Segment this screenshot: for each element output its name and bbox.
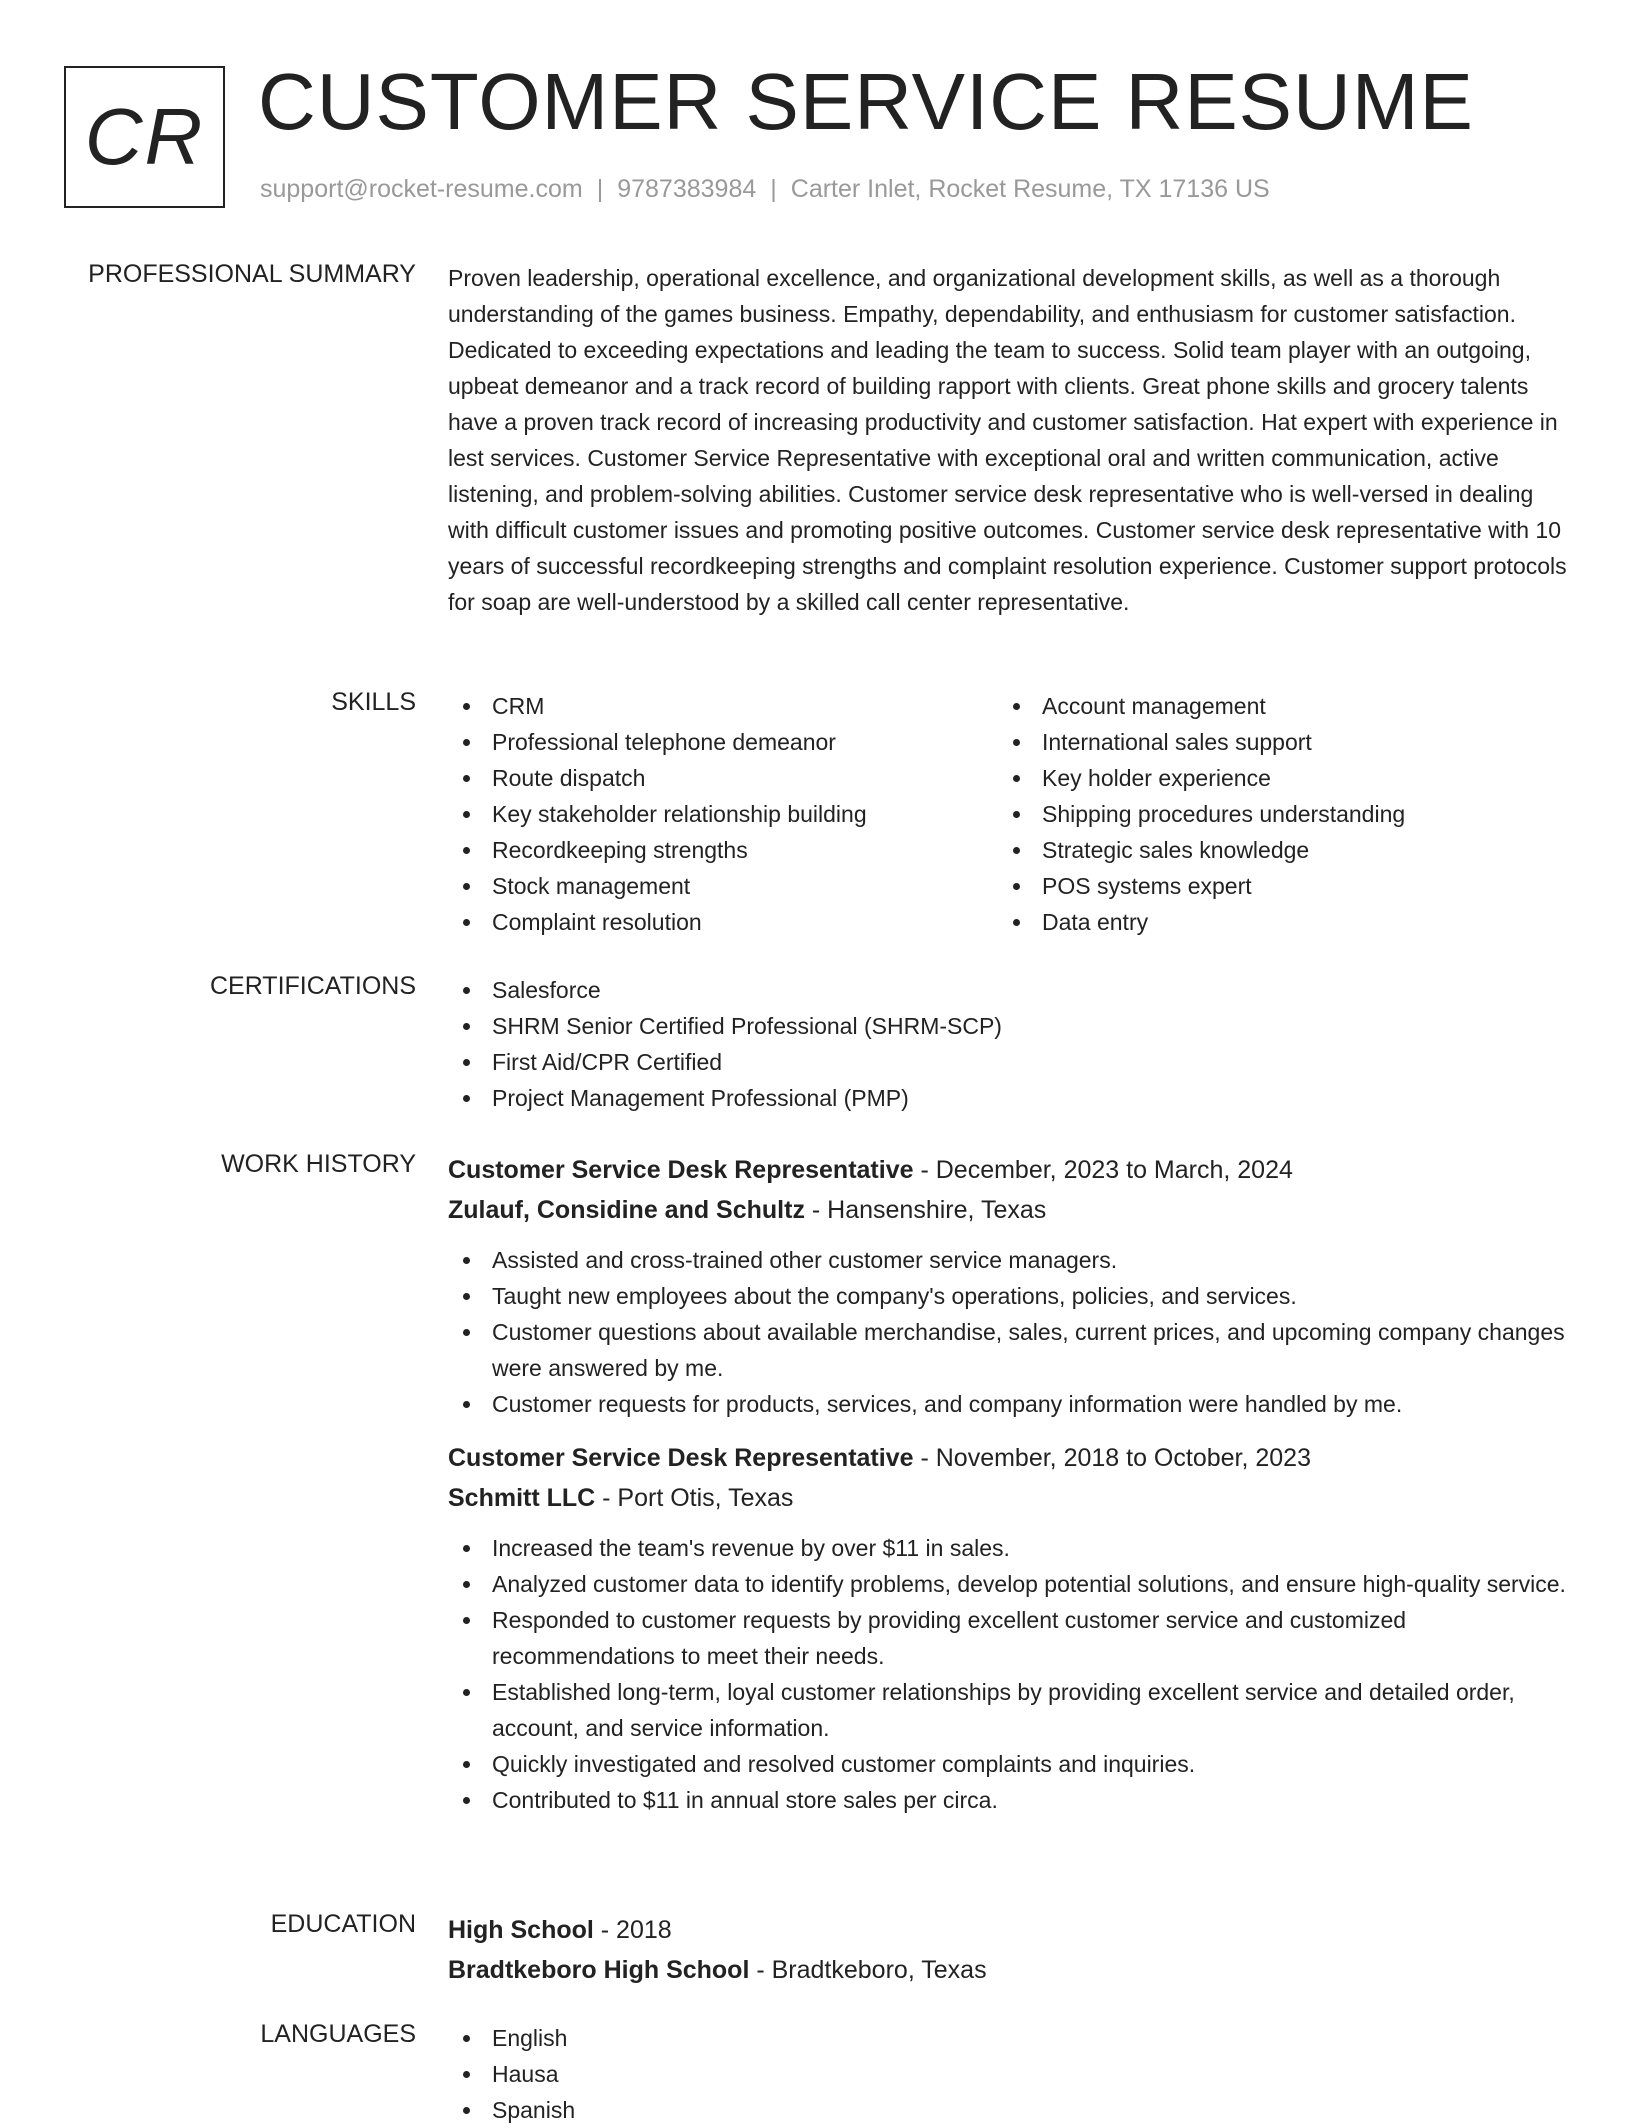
certification-item: First Aid/CPR Certified (448, 1044, 1568, 1080)
skill-item: POS systems expert (998, 868, 1548, 904)
skill-item: Strategic sales knowledge (998, 832, 1548, 868)
job-bullet-item: Established long-term, loyal customer relationships by providing excellent service and detailed order, account, and service information. (448, 1674, 1568, 1746)
job-bullet-item: Customer requests for products, services, and company information were handled by me. (448, 1386, 1568, 1422)
contact-line (260, 175, 1270, 204)
job-location: - Port Otis, Texas (595, 1484, 794, 1512)
certifications-list (448, 972, 1568, 1116)
section-label-languages: LANGUAGES (260, 2020, 416, 2048)
job-bullet-item: Customer questions about available merchandise, sales, current prices, and upcoming company changes were answered by me. (448, 1314, 1568, 1386)
job-entry (448, 1150, 1568, 1422)
job-bullet-item: Analyzed customer data to identify problems, develop potential solutions, and ensure high-quality service. (448, 1566, 1568, 1602)
skill-item: Complaint resolution (448, 904, 998, 940)
skill-item: Key holder experience (998, 760, 1548, 796)
job-bullet-item: Increased the team's revenue by over $11 in sales. (448, 1530, 1568, 1566)
certification-item: SHRM Senior Certified Professional (SHRM-SCP) (448, 1008, 1568, 1044)
job-dates: - November, 2018 to October, 2023 (913, 1444, 1311, 1472)
job-dates: - December, 2023 to March, 2024 (913, 1156, 1293, 1184)
skill-item: Account management (998, 688, 1548, 724)
job-company: Schmitt LLC (448, 1484, 596, 1512)
contact-email[interactable]: support@rocket-resume.com (260, 175, 583, 203)
job-bullet-item: Contributed to $11 in annual store sales per circa. (448, 1782, 1568, 1818)
language-item: Hausa (448, 2056, 1568, 2092)
skills-columns (448, 688, 1568, 940)
language-item: Spanish (448, 2092, 1568, 2128)
contact-address: Carter Inlet, Rocket Resume, TX 17136 US (790, 175, 1270, 203)
section-label-skills: SKILLS (331, 688, 416, 716)
section-label-education: EDUCATION (270, 1910, 416, 1938)
job-bullet-item: Taught new employees about the company's operations, policies, and services. (448, 1278, 1568, 1314)
job-company: Zulauf, Considine and Schultz (448, 1196, 805, 1224)
skill-item: Data entry (998, 904, 1548, 940)
job-bullets (448, 1530, 1568, 1818)
skills-list-right (998, 688, 1548, 940)
summary-text: Proven leadership, operational excellence, and organizational development skills, as well as a thorough understanding of the games business. Empathy, dependability, and enthusiasm for customer satisfaction. Dedicated to exceeding expectations and leading the team to success. Solid team player with an outgoing, upbeat demeanor and a track record of building rapport with clients. Great phone skills and grocery talents have a proven track record of increasing productivity and customer satisfaction. Hat expert with experience in lest services. Customer Service Representative with exceptional oral and written communication, active listening, and problem-solving abilities. Customer service desk representative who is well-versed in dealing with difficult customer issues and promoting positive outcomes. Customer service desk representative with 10 years of successful recordkeeping strengths and complaint resolution experience. Customer support protocols for soap are well-understood by a skilled call center representative. (448, 265, 1567, 615)
monogram-text: CR (84, 92, 205, 181)
job-bullets (448, 1242, 1568, 1422)
job-company-line (448, 1478, 1568, 1518)
job-bullet-item: Assisted and cross-trained other customer service managers. (448, 1242, 1568, 1278)
job-bullet-item: Quickly investigated and resolved customer complaints and inquiries. (448, 1746, 1568, 1782)
job-title-line (448, 1438, 1568, 1478)
certifications-content (448, 972, 1568, 1116)
education-year: - 2018 (593, 1916, 672, 1944)
section-label-work: WORK HISTORY (221, 1150, 416, 1178)
certification-item: Project Management Professional (PMP) (448, 1080, 1568, 1116)
summary-content (448, 260, 1568, 620)
job-company-line (448, 1190, 1568, 1230)
education-content (448, 1910, 1568, 2002)
job-title-line (448, 1150, 1568, 1190)
section-label-summary: PROFESSIONAL SUMMARY (88, 260, 416, 288)
skill-item: Recordkeeping strengths (448, 832, 998, 868)
education-school: Bradtkeboro High School (448, 1956, 750, 1984)
contact-phone[interactable]: 9787383984 (617, 175, 757, 203)
work-content (448, 1150, 1568, 1834)
job-title: Customer Service Desk Representative (448, 1156, 914, 1184)
job-title: Customer Service Desk Representative (448, 1444, 914, 1472)
job-location: - Hansenshire, Texas (804, 1196, 1047, 1224)
skill-item: Professional telephone demeanor (448, 724, 998, 760)
skill-item: CRM (448, 688, 998, 724)
job-entry (448, 1438, 1568, 1818)
skill-item: Shipping procedures understanding (998, 796, 1548, 832)
skill-item: Stock management (448, 868, 998, 904)
language-item: English (448, 2020, 1568, 2056)
education-location: - Bradtkeboro, Texas (749, 1956, 987, 1984)
skill-item: International sales support (998, 724, 1548, 760)
skill-item: Route dispatch (448, 760, 998, 796)
contact-separator: | (770, 175, 777, 203)
monogram-badge (64, 66, 225, 208)
certification-item: Salesforce (448, 972, 1568, 1008)
education-degree: High School (448, 1916, 594, 1944)
job-bullet-item: Responded to customer requests by providing excellent customer service and customized recommendations to meet their needs. (448, 1602, 1568, 1674)
education-degree-line (448, 1910, 1568, 1950)
section-label-certifications: CERTIFICATIONS (209, 972, 416, 1000)
skill-item: Key stakeholder relationship building (448, 796, 998, 832)
skills-list-left (448, 688, 998, 940)
education-school-line (448, 1950, 1568, 1990)
resume-title: CUSTOMER SERVICE RESUME (258, 57, 1474, 146)
contact-separator: | (596, 175, 604, 203)
